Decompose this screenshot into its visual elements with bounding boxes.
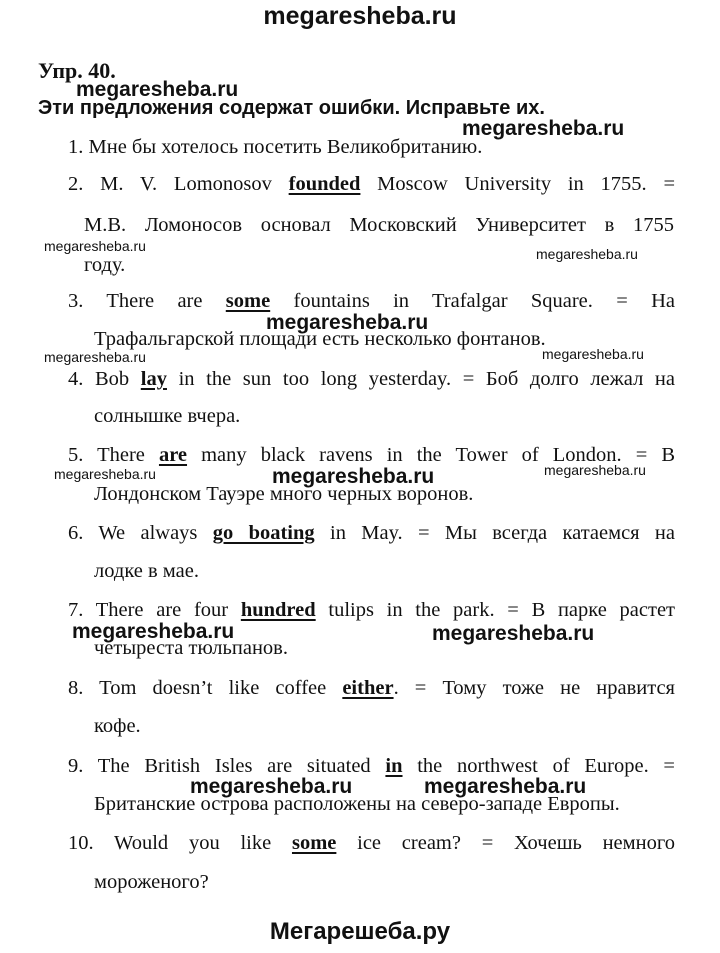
item-number: 10. [68, 832, 94, 854]
item-text: the northwest of Europe. = [402, 755, 675, 777]
correction-word: go boating [212, 522, 315, 544]
list-item [68, 290, 675, 313]
correction-word: some [291, 832, 337, 854]
item-text: many black ravens in the Tower of London. = В [187, 444, 676, 466]
list-item [68, 677, 675, 700]
watermark: megaresheba.ru [544, 462, 646, 478]
item-number: 8. [68, 677, 84, 699]
item-number: 4. [68, 368, 84, 390]
item-continuation: лодке в мае. [94, 560, 199, 582]
item-text: There [97, 444, 159, 466]
item-continuation: Британские острова расположены на северо-западе Европы. [94, 793, 620, 815]
item-text: M. V. Lomonosov [100, 173, 289, 195]
list-item [68, 136, 482, 159]
item-number: 2. [68, 173, 84, 195]
item-continuation: Трафальгарской площади есть несколько фонтанов. [94, 328, 546, 350]
item-continuation: году. [84, 254, 126, 276]
item-text: The British Isles are situated [97, 755, 386, 777]
item-text: Would you like [114, 832, 292, 854]
item-text: fountains in Trafalgar Square. = На [270, 290, 675, 312]
exercise-title: Упр. 40. [38, 58, 116, 83]
watermark: megaresheba.ru [76, 78, 239, 101]
list-item [68, 599, 675, 622]
correction-word: some [225, 290, 271, 312]
watermark: megaresheba.ru [536, 246, 638, 262]
correction-word: founded [288, 173, 361, 195]
item-continuation: солнышке вчера. [94, 405, 241, 427]
list-item [68, 173, 675, 196]
watermark: megaresheba.ru [54, 466, 156, 482]
correction-word: in [385, 755, 403, 777]
item-continuation: кофе. [94, 715, 141, 737]
item-text: ice cream? = Хочешь немного [336, 832, 675, 854]
item-text: Moscow University in 1755. = [360, 173, 676, 195]
item-text: . = Тому тоже не нравится [393, 677, 675, 699]
watermark: megaresheba.ru [266, 311, 429, 334]
watermark: megaresheba.ru [424, 775, 587, 798]
watermark: megaresheba.ru [72, 620, 235, 643]
watermark: megaresheba.ru [190, 775, 353, 798]
watermark: megaresheba.ru [432, 622, 595, 645]
item-number: 6. [68, 522, 84, 544]
list-item [68, 368, 675, 391]
item-number: 5. [68, 444, 84, 466]
watermark: megaresheba.ru [272, 465, 435, 488]
item-number: 7. [68, 599, 84, 621]
correction-word: lay [140, 368, 167, 390]
watermark: megaresheba.ru [44, 238, 146, 254]
correction-word: hundred [240, 599, 316, 621]
item-text: There are [106, 290, 226, 312]
item-continuation: Лондонском Тауэре много черных воронов. [94, 483, 474, 505]
watermark: megaresheba.ru [542, 346, 644, 362]
item-text: There are four [95, 599, 241, 621]
correction-word: are [158, 444, 188, 466]
watermark-bottom: Мегарешеба.ру [269, 918, 451, 945]
item-text: in May. = Мы всегда катаемся на [314, 522, 676, 544]
item-text: We always [98, 522, 213, 544]
watermark: megaresheba.ru [462, 117, 625, 140]
correction-word: either [342, 677, 394, 699]
list-item [68, 832, 675, 855]
item-text: tulips in the park. = В парке растет [315, 599, 675, 621]
item-text: Мне бы хотелось посетить Великобританию. [88, 136, 483, 158]
watermark-top: megaresheba.ru [263, 2, 457, 30]
item-number: 9. [68, 755, 84, 777]
watermark: megaresheba.ru [44, 349, 146, 365]
item-text: in the sun too long yesterday. = Боб долго лежал на [166, 368, 675, 390]
item-continuation: мороженого? [94, 871, 209, 893]
item-number: 1. [68, 136, 84, 158]
item-number: 3. [68, 290, 84, 312]
item-text: Bob [94, 368, 141, 390]
item-text: Tom doesn’t like coffee [99, 677, 343, 699]
exercise-instruction: Эти предложения содержат ошибки. Исправьте их. [38, 97, 545, 119]
list-item [68, 522, 675, 545]
item-continuation: четыреста тюльпанов. [94, 637, 288, 659]
item-continuation: М.В. Ломоносов основал Московский Университет в 1755 [84, 214, 674, 236]
